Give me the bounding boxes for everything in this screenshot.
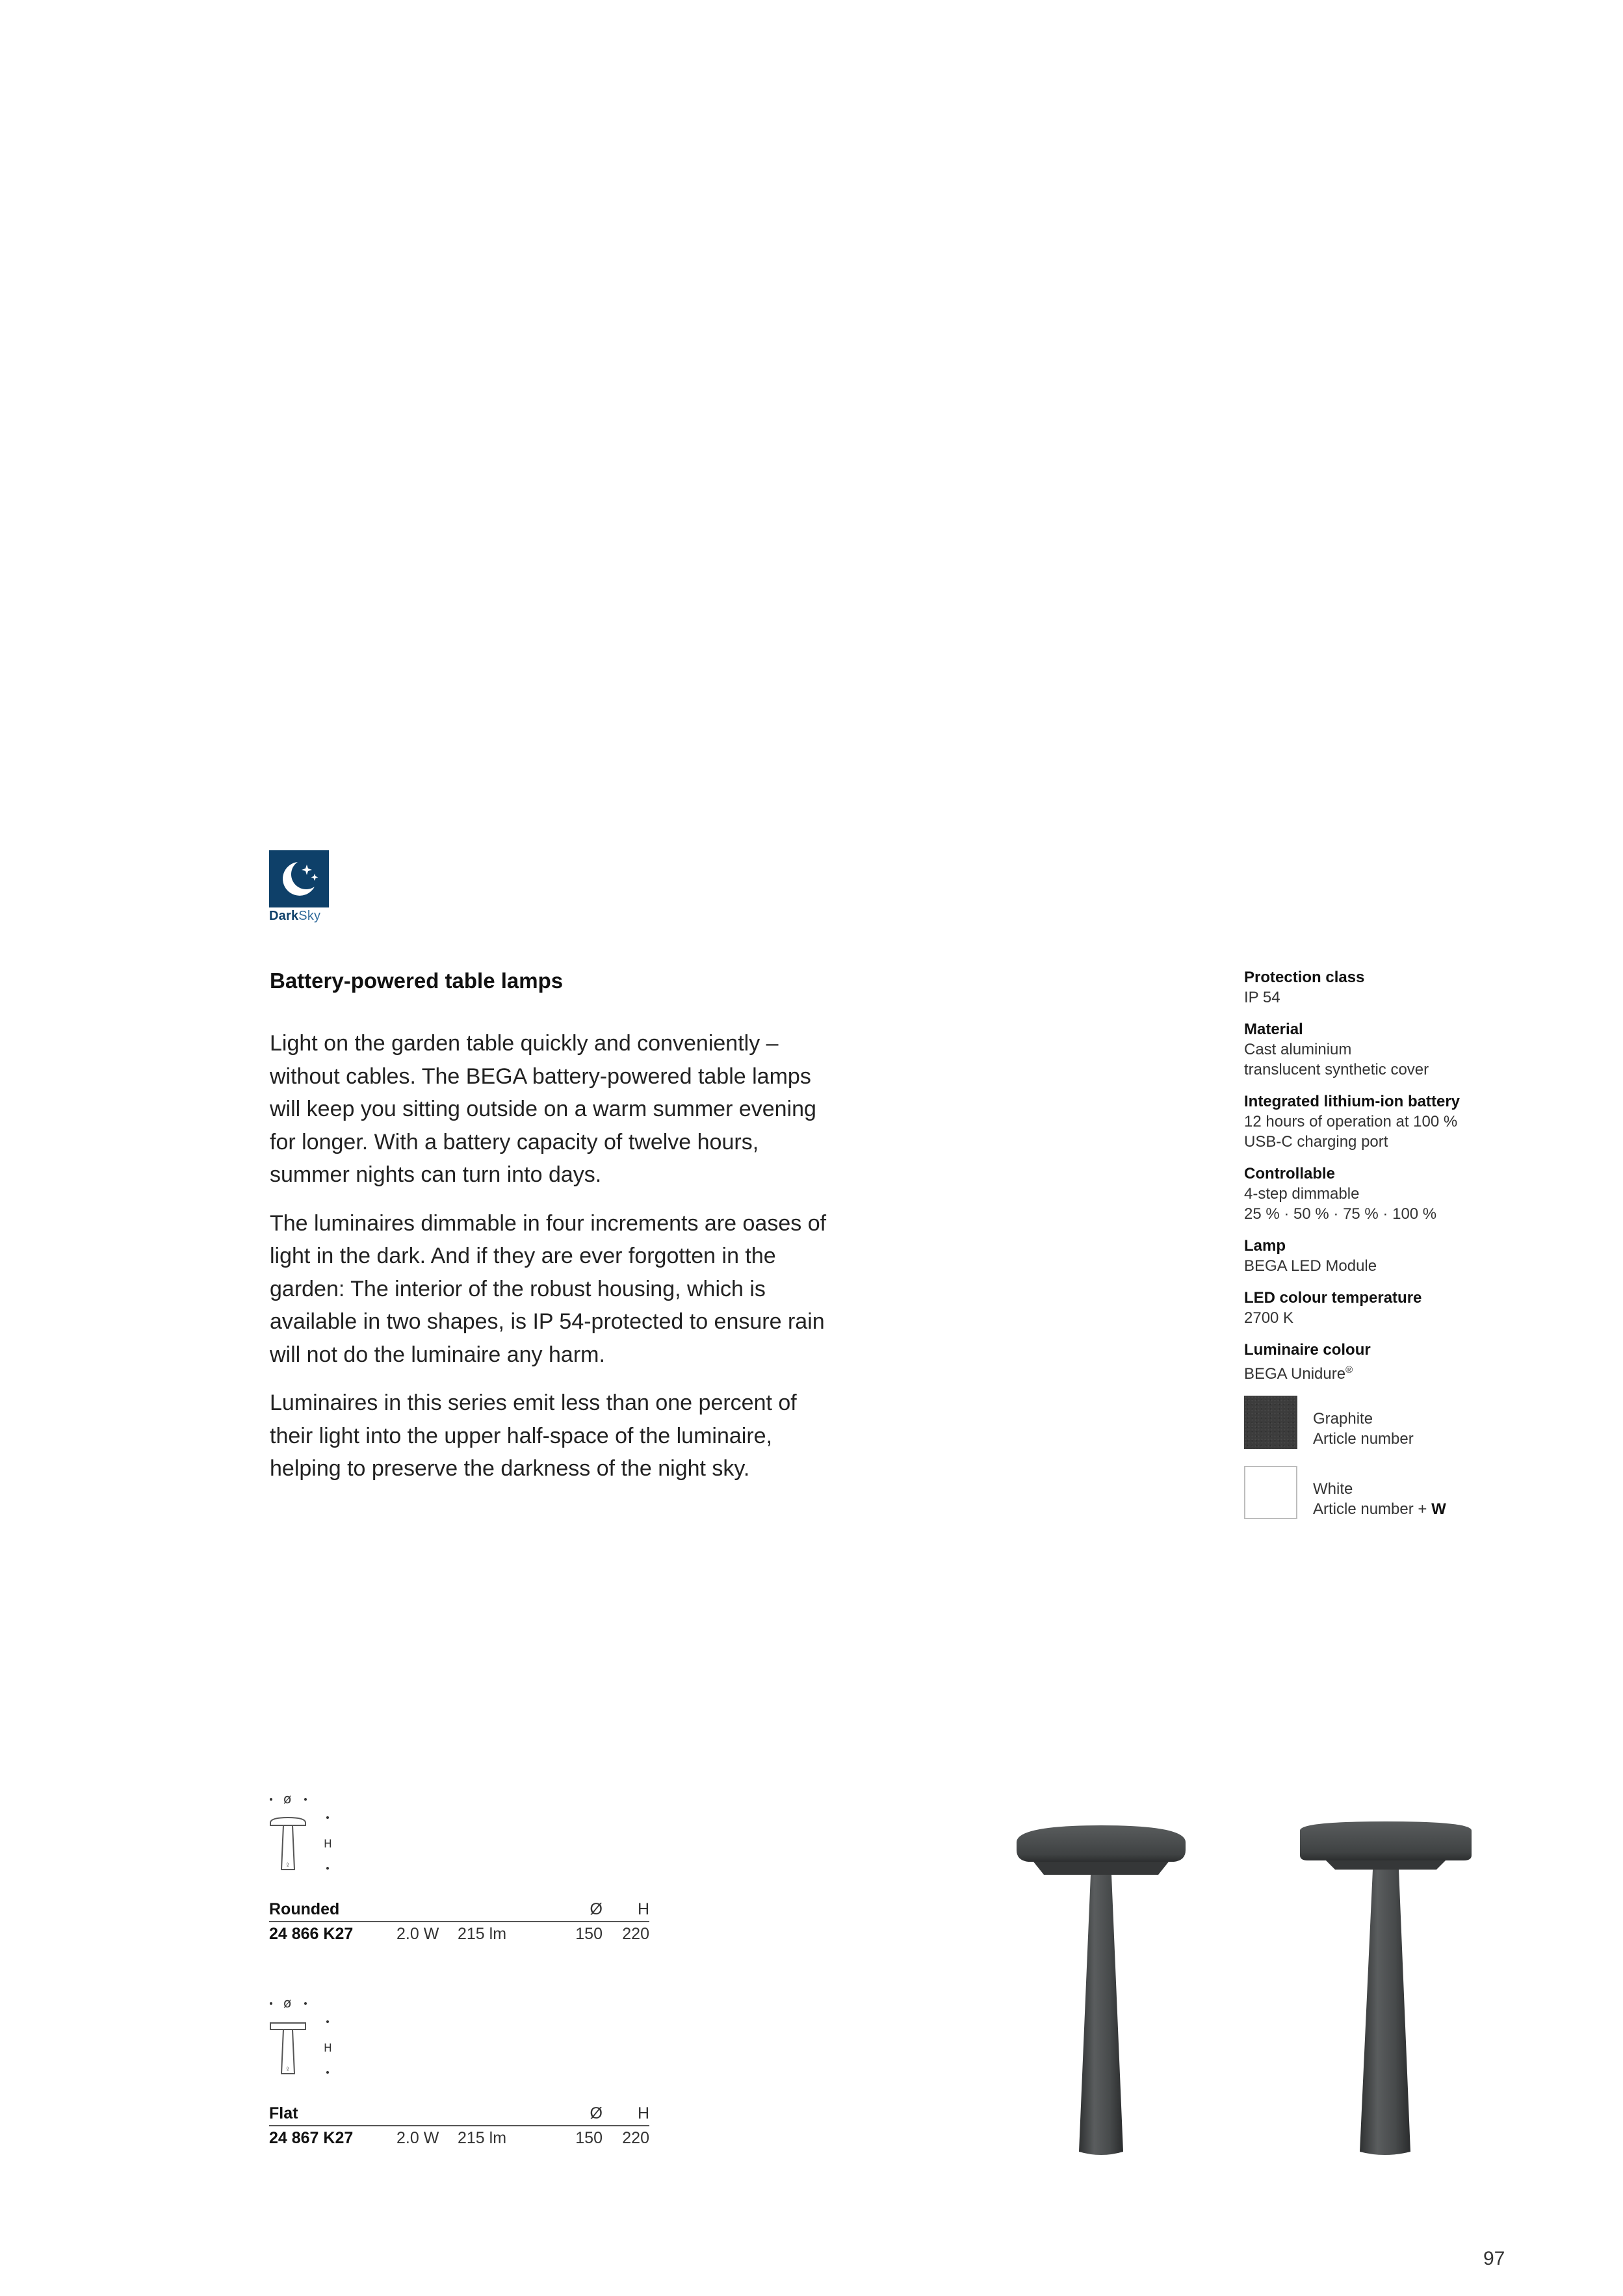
spec-material [1244,1019,1569,1080]
product-photo [988,1807,1521,2171]
product-flat [269,1990,649,2151]
spec-value: USB-C charging port [1244,1133,1388,1151]
spec-label: Integrated lithium-ion battery [1244,1093,1461,1110]
spec-luminaire-colour [1244,1340,1569,1384]
page-headline: Battery-powered table lamps [270,969,564,993]
spec-label: Material [1244,1021,1303,1038]
colour-name: White [1313,1480,1353,1498]
graphite-swatch [1244,1396,1297,1449]
product-table-rounded [269,1898,649,1947]
white-swatch [1244,1466,1297,1519]
article-number: 24 866 K27 [269,1925,354,1943]
spec-lamp [1244,1236,1569,1276]
svg-text:H: H [324,2042,332,2055]
spec-label: Lamp [1244,1237,1286,1255]
product-rounded [269,1786,649,1947]
spec-label: Protection class [1244,969,1365,986]
body-paragraph: Light on the garden table quickly and conveniently – without cables. The BEGA battery-powered table lamps will keep you sitting outside on a warm summer evening for longer. With a battery capacity of twelve hours, summer nights can turn into days. [270,1031,816,1187]
article-number: 24 867 K27 [269,2129,354,2147]
spec-value: Cast aluminium [1244,1041,1352,1058]
spec-battery [1244,1091,1569,1152]
rounded-dimension-icon [269,1786,341,1877]
table-row: 24 866 K27 2.0 W 215 lm 150 220 [269,1925,649,1943]
svg-text:H: H [324,1838,332,1851]
svg-text:⇪: ⇪ [285,1862,291,1868]
spec-label: Luminaire colour [1244,1341,1371,1359]
colour-name: Graphite [1313,1410,1373,1428]
darksky-wordmark: DarkSky [269,909,321,923]
colour-option-graphite [1244,1396,1569,1450]
colour-article: Article number + W [1313,1500,1446,1518]
colour-article: Article number [1313,1430,1414,1448]
rounded-lamp-image [1017,1825,1186,2155]
body-copy [270,1027,842,1501]
spec-value: translucent synthetic cover [1244,1061,1429,1078]
svg-text:⇪: ⇪ [285,2066,291,2072]
spec-label: LED colour temperature [1244,1289,1422,1307]
product-table-flat [269,2102,649,2151]
spec-controllable [1244,1164,1569,1224]
spec-value: IP 54 [1244,989,1280,1006]
body-paragraph: The luminaires dimmable in four increments are oases of light in the dark. And if they are ever forgotten in the garden: The interior of the robust housing, which is available in two shapes, is IP 54-protected to ensure rain will not do the luminaire any harm. [270,1210,827,1367]
spec-colour-temperature [1244,1288,1569,1328]
spec-value: 2700 K [1244,1309,1294,1327]
svg-text:ø: ø [283,1791,292,1807]
spec-value: BEGA Unidure® [1244,1364,1353,1383]
spec-list [1244,967,1569,1536]
moon-stars-icon [269,850,329,907]
spec-value: 4-step dimmable [1244,1185,1360,1203]
spec-value: BEGA LED Module [1244,1257,1377,1275]
spec-value: 25 % · 50 % · 75 % · 100 % [1244,1205,1437,1223]
spec-label: Controllable [1244,1165,1336,1182]
spec-value: 12 hours of operation at 100 % [1244,1113,1458,1130]
page-number: 97 [1483,2248,1505,2269]
darksky-badge [269,850,330,924]
table-header: Rounded Ø H [269,1898,649,1922]
flat-lamp-image [1300,1821,1472,2155]
table-header: Flat Ø H [269,2102,649,2126]
body-paragraph: Luminaires in this series emit less than one percent of their light into the upper half-space of the luminaire, helping to preserve the darkness of the night sky. [270,1390,797,1481]
spec-protection-class [1244,967,1569,1008]
table-row: 24 867 K27 2.0 W 215 lm 150 220 [269,2129,649,2147]
colour-option-white [1244,1466,1569,1520]
flat-dimension-icon [269,1990,341,2081]
svg-text:ø: ø [283,1995,292,2011]
